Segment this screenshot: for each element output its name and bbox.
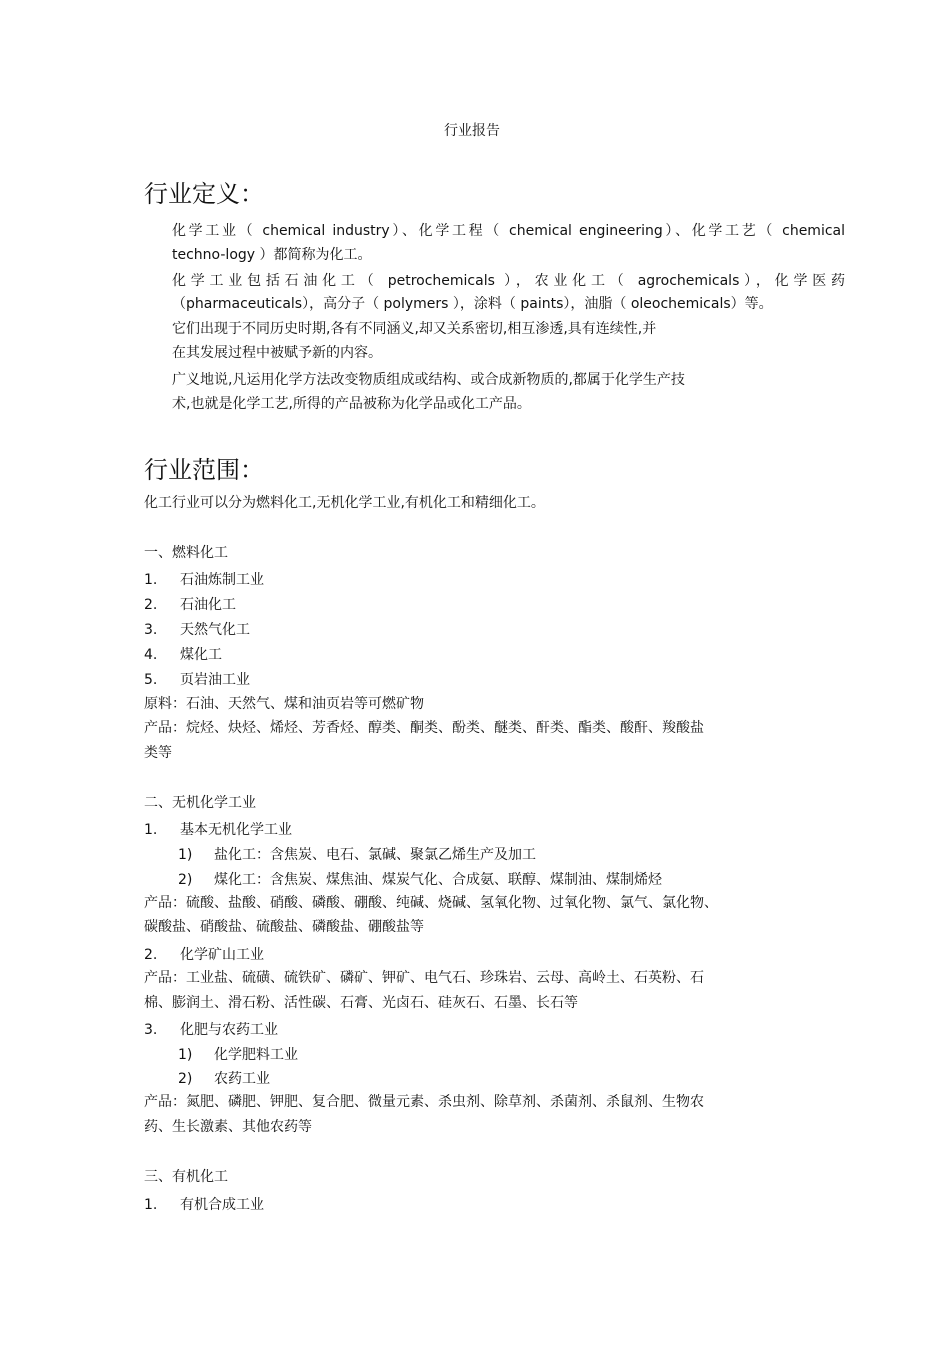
section2-products3-line-2: 药、生长激素、其他农药等 [144, 1119, 312, 1135]
definition-line-6: 在其发展过程中被赋予新的内容。 [172, 345, 382, 361]
list-item: 页岩油工业 [180, 672, 250, 688]
sublist-item: 盐化工：含焦炭、电石、氯碱、聚氯乙烯生产及加工 [214, 847, 536, 863]
list-item: 石油化工 [180, 597, 236, 613]
definition-line-3: 化学工业包括石油化工（ petrochemicals ），农业化工（ agrochemicals），化学医药 [172, 273, 845, 289]
sublist-number: 2) [178, 872, 193, 888]
definition-line-4: （pharmaceuticals），高分子（ polymers ），涂料（ paints），油脂（ oleochemicals）等。 [172, 296, 773, 312]
definition-line-1: 化学工业（ chemical industry）、化学工程（ chemical engineering）、化学工艺（ chemical [172, 223, 845, 239]
section2-products2-line-2: 棉、膨润土、滑石粉、活性碳、石膏、光卤石、硅灰石、石墨、长石等 [144, 995, 578, 1011]
list-number: 1. [144, 572, 158, 588]
list-number: 3. [144, 1022, 158, 1038]
section1-title: 一、燃料化工 [144, 545, 228, 561]
list-number: 2. [144, 597, 158, 613]
scope-heading: 行业范围： [144, 456, 264, 484]
list-item: 化学矿山工业 [180, 947, 264, 963]
list-number: 5. [144, 672, 158, 688]
definition-heading: 行业定义： [144, 180, 264, 208]
sublist-item: 化学肥料工业 [214, 1047, 298, 1063]
list-number: 4. [144, 647, 158, 663]
list-item: 基本无机化学工业 [180, 822, 292, 838]
list-item: 天然气化工 [180, 622, 250, 638]
section1-raw-materials: 原料：石油、天然气、煤和油页岩等可燃矿物 [144, 696, 424, 712]
definition-line-8: 术,也就是化学工艺,所得的产品被称为化学品或化工产品。 [172, 396, 531, 412]
scope-intro: 化工行业可以分为燃料化工,无机化学工业,有机化工和精细化工。 [144, 495, 545, 511]
section2-products3-line-1: 产品：氮肥、磷肥、钾肥、复合肥、微量元素、杀虫剂、除草剂、杀菌剂、杀鼠剂、生物农 [144, 1094, 704, 1110]
list-item: 煤化工 [180, 647, 222, 663]
section1-products-line-2: 类等 [144, 745, 172, 761]
section2-title: 二、无机化学工业 [144, 795, 256, 811]
section2-products1-line-2: 碳酸盐、硝酸盐、硫酸盐、磷酸盐、硼酸盐等 [144, 919, 424, 935]
sublist-number: 1) [178, 1047, 193, 1063]
definition-line-7: 广义地说,凡运用化学方法改变物质组成或结构、或合成新物质的,都属于化学生产技 [172, 372, 685, 388]
section3-title: 三、有机化工 [144, 1169, 228, 1185]
list-item: 有机合成工业 [180, 1197, 264, 1213]
list-item: 化肥与农药工业 [180, 1022, 278, 1038]
list-number: 1. [144, 822, 158, 838]
list-number: 3. [144, 622, 158, 638]
sublist-number: 2) [178, 1071, 193, 1087]
list-number: 2. [144, 947, 158, 963]
definition-line-5: 它们出现于不同历史时期,各有不同涵义,却又关系密切,相互渗透,具有连续性,并 [172, 321, 657, 337]
sublist-item: 煤化工：含焦炭、煤焦油、煤炭气化、合成氨、联醇、煤制油、煤制烯烃 [214, 872, 662, 888]
sublist-item: 农药工业 [214, 1071, 270, 1087]
list-item: 石油炼制工业 [180, 572, 264, 588]
section2-products1-line-1: 产品：硫酸、盐酸、硝酸、磷酸、硼酸、纯碱、烧碱、氢氧化物、过氧化物、氯气、氯化物、 [144, 895, 718, 911]
definition-line-2: techno-logy ）都简称为化工。 [172, 247, 372, 263]
section1-products-line-1: 产品：烷烃、炔烃、烯烃、芳香烃、醇类、酮类、酚类、醚类、酐类、酯类、酸酐、羧酸盐 [144, 720, 704, 736]
list-number: 1. [144, 1197, 158, 1213]
section2-products2-line-1: 产品：工业盐、硫磺、硫铁矿、磷矿、钾矿、电气石、珍珠岩、云母、高岭土、石英粉、石 [144, 970, 704, 986]
sublist-number: 1) [178, 847, 193, 863]
report-title: 行业报告 [444, 123, 500, 139]
